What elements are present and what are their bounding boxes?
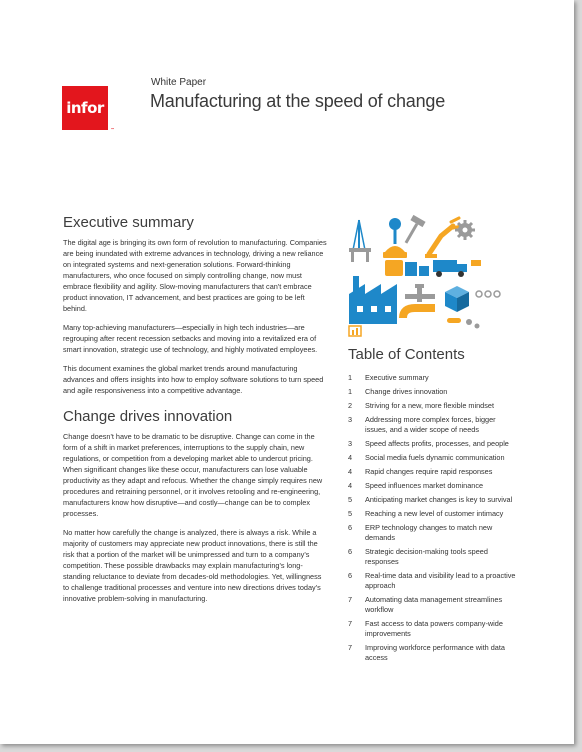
truck-icon — [433, 260, 467, 277]
main-column — [63, 214, 328, 612]
toc-item-title: Reaching a new level of customer intimacy — [365, 509, 504, 518]
logo-text: infor — [66, 99, 104, 117]
change-drives-innovation-paragraph: No matter how carefully the change is analyzed, there is always a risk. While a majority of customers may appreciate new product innovations, there is still the risk that a portion of the market will be unimpressed and turn to a company's competition. These possible drawbacks may explain manufacturing's long-standing reluctance to deviate from decades-old methodologies. Yet, willingness to challenge traditional processes and venture into new directions drives today's innovative problem-solving in manufacturing. — [63, 528, 322, 603]
toc-item-title: Fast access to data powers company-wide improvements — [365, 619, 503, 638]
change-drives-innovation-paragraph: Change doesn't have to be dramatic to be disruptive. Change can come in the form of a shift in market preferences, interruptions to the supply chain, new regulations, or competition from a developing market able to undercut pricing. When significant changes like these occur, manufacturers can lose valuable productivity as they adapt and refocus. Whether the change simply requires new procedures and retraining personnel, or it involves retooling and re-engineering, manufacturers know how disruptive—and costly—change can be to complex processes. — [63, 432, 323, 518]
toc-page-number: 4 — [348, 453, 353, 462]
executive-summary-heading: Executive summary — [63, 214, 194, 231]
toc-item-title: Improving workforce performance with data access — [365, 643, 505, 662]
toc-item[interactable] — [348, 481, 520, 491]
toc-page-number: 6 — [348, 547, 353, 556]
robot-arm-icon — [425, 218, 461, 258]
toc-page-number: 2 — [348, 401, 353, 410]
toc-item[interactable] — [348, 439, 520, 449]
toc-item-title: Real-time data and visibility lead to a proactive approach — [365, 571, 516, 590]
toc-item[interactable] — [348, 547, 520, 567]
toc-item[interactable] — [348, 373, 520, 383]
document-title: Manufacturing at the speed of change — [150, 91, 446, 111]
toc-page-number: 7 — [348, 619, 353, 628]
toc-item-title: Social media fuels dynamic communication — [365, 453, 505, 462]
toc-item-title: Striving for a new, more flexible mindset — [365, 401, 494, 410]
logo-trademark: ™ — [110, 127, 114, 132]
toc-page-number: 5 — [348, 495, 353, 504]
toc-item-title: Anticipating market changes is key to survival — [365, 495, 513, 504]
toc-item[interactable] — [348, 387, 520, 397]
toc-item-title: Addressing more complex forces, bigger issues, and a wider scope of needs — [365, 415, 496, 434]
toc-item[interactable] — [348, 619, 520, 639]
toc-item-title: Rapid changes require rapid responses — [365, 467, 493, 476]
factory-icon — [349, 276, 397, 324]
dots-icon — [476, 291, 500, 297]
toc-item[interactable] — [348, 523, 520, 543]
toc-item[interactable] — [348, 415, 520, 435]
executive-summary-paragraph: The digital age is bringing its own form of revolution to manufacturing. Companies are being inundated with extreme advances in technology, driving a new reliance on integrated systems and next-generation solutions. Forward-thinking manufacturers, who once focused on simply controlling change, now must embrace flexibility and agility. Slow-moving manufacturers that can't embrace product innovation, IT advancement, and best practices are going to be left behind. — [63, 238, 327, 313]
toc-item-title: Change drives innovation — [365, 387, 448, 396]
toc-item[interactable] — [348, 401, 520, 411]
change-drives-innovation-heading: Change drives innovation — [63, 408, 233, 425]
toc-item[interactable] — [348, 595, 520, 615]
toc-heading: Table of Contents — [348, 346, 465, 363]
toc-item-title: Executive summary — [365, 373, 429, 382]
joystick-icon — [383, 218, 407, 258]
gear-icon — [455, 220, 475, 240]
toc-page-number: 6 — [348, 571, 353, 580]
toc-item-title: Strategic decision-making tools speed responses — [365, 547, 488, 566]
toc-item-title: Speed influences market dominance — [365, 481, 484, 490]
toc-page-number: 3 — [348, 415, 353, 424]
toc-item-title: Automating data management streamlines workflow — [365, 595, 503, 614]
executive-summary-paragraph: This document examines the global market trends around manufacturing advances and offers insights into how to employ software solutions to turn speed and agile responsiveness into a competitive advantage. — [63, 364, 324, 395]
executive-summary-paragraph: Many top-achieving manufacturers—especially in high tech industries—are regrouping after recent recession setbacks and moving into a revitalized era of smart innovation, strategic use of technology, and highly motivated employees. — [63, 323, 318, 354]
toc-page-number: 5 — [348, 509, 353, 518]
toc-page-number: 4 — [348, 481, 353, 490]
toc-item[interactable] — [348, 509, 520, 519]
container-icon — [385, 260, 429, 276]
toc-item[interactable] — [348, 495, 520, 505]
hammer-icon — [405, 215, 426, 244]
toc-item[interactable] — [348, 453, 520, 463]
pills-icon — [447, 318, 480, 329]
box-icon — [445, 286, 469, 312]
document-type-label: White Paper — [151, 77, 207, 88]
toc-page-number: 1 — [348, 387, 353, 396]
toc-page-number: 7 — [348, 643, 353, 652]
toc-item-title: ERP technology changes to match new demands — [365, 523, 493, 542]
pipe-icon — [403, 284, 435, 318]
toc-page-number: 1 — [348, 373, 353, 382]
table-of-contents — [348, 346, 520, 667]
manufacturing-illustration — [345, 214, 505, 338]
chart-icon — [349, 326, 361, 336]
toc-item[interactable] — [348, 643, 520, 663]
toc-item-title: Speed affects profits, processes, and people — [365, 439, 509, 448]
toc-list — [348, 373, 520, 663]
toc-page-number: 3 — [348, 439, 353, 448]
crate-icon — [471, 260, 481, 266]
toc-page-number: 6 — [348, 523, 353, 532]
toc-item[interactable] — [348, 571, 520, 591]
toc-item[interactable] — [348, 467, 520, 477]
toc-page-number: 4 — [348, 467, 353, 476]
toc-page-number: 7 — [348, 595, 353, 604]
infor-logo — [62, 86, 114, 132]
oil-rig-icon — [349, 220, 371, 262]
